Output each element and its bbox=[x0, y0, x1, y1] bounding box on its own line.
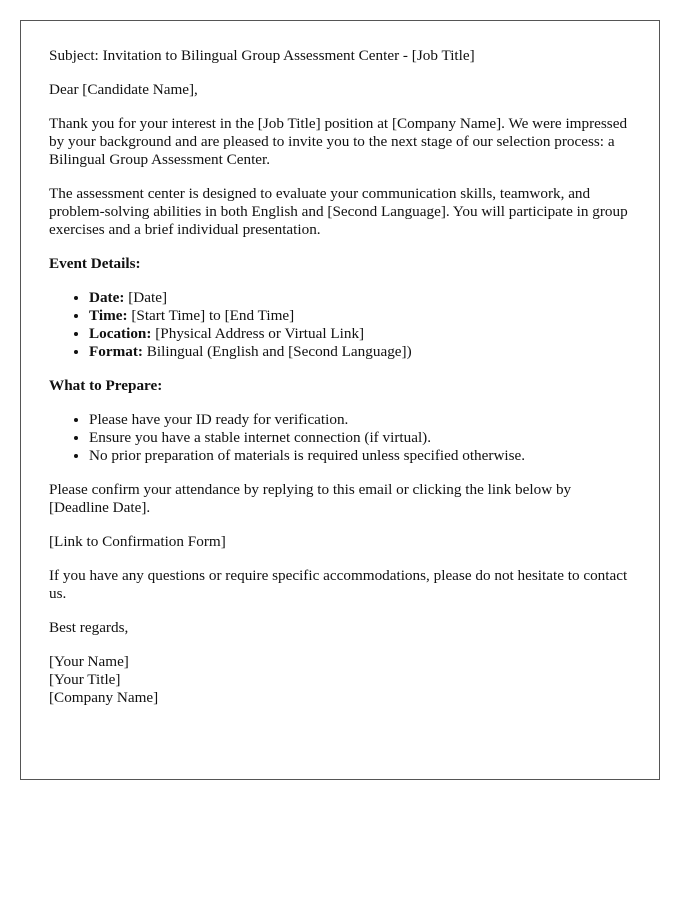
event-detail-label: Format: bbox=[89, 343, 143, 360]
prepare-heading: What to Prepare: bbox=[49, 377, 163, 394]
event-detail-label: Date: bbox=[89, 289, 125, 306]
list-item bbox=[89, 289, 631, 307]
event-details-list bbox=[49, 289, 631, 361]
closing: Best regards, bbox=[49, 619, 129, 636]
event-detail-value: [Date] bbox=[124, 289, 168, 306]
questions-paragraph: If you have any questions or require specific accommodations, please do not hesitate to contact us. bbox=[49, 567, 628, 602]
list-item: • No prior preparation of materials is required unless specified otherwise. bbox=[89, 447, 631, 465]
event-detail-value: [Start Time] to [End Time] bbox=[127, 307, 295, 324]
list-item bbox=[89, 307, 631, 325]
signature-block bbox=[49, 653, 631, 707]
event-detail-value: Bilingual (English and [Second Language]) bbox=[142, 343, 412, 360]
signature-company: [Company Name] bbox=[49, 689, 159, 706]
letter-body bbox=[20, 20, 660, 780]
subject-line: Subject: Invitation to Bilingual Group Assessment Center - [Job Title] bbox=[49, 47, 475, 64]
list-item: • Please have your ID ready for verification. bbox=[89, 411, 631, 429]
signature-name: [Your Name] bbox=[49, 653, 129, 670]
event-detail-label: Time: bbox=[89, 307, 128, 324]
event-detail-label: Location: bbox=[89, 325, 152, 342]
intro-paragraph: Thank you for your interest in the [Job Title] position at [Company Name]. We were impressed by your background and are pleased to invite you to the next stage of our selection process: a Bilingual Group Assessment Center. bbox=[49, 115, 628, 168]
list-item: • Ensure you have a stable internet connection (if virtual). bbox=[89, 429, 631, 447]
description-paragraph: The assessment center is designed to evaluate your communication skills, teamwork, and problem-solving abilities in both English and [Second Language]. You will participate in group exercises and a brief individual presentation. bbox=[49, 185, 628, 238]
event-details-heading: Event Details: bbox=[49, 255, 141, 272]
event-detail-value: [Physical Address or Virtual Link] bbox=[151, 325, 365, 342]
signature-title: [Your Title] bbox=[49, 671, 121, 688]
greeting: Dear [Candidate Name], bbox=[49, 81, 198, 98]
confirmation-link: [Link to Confirmation Form] bbox=[49, 533, 226, 550]
list-item bbox=[89, 343, 631, 361]
confirm-paragraph: Please confirm your attendance by replying to this email or clicking the link below by [Deadline Date]. bbox=[49, 481, 572, 516]
prepare-list bbox=[49, 411, 631, 465]
list-item bbox=[89, 325, 631, 343]
